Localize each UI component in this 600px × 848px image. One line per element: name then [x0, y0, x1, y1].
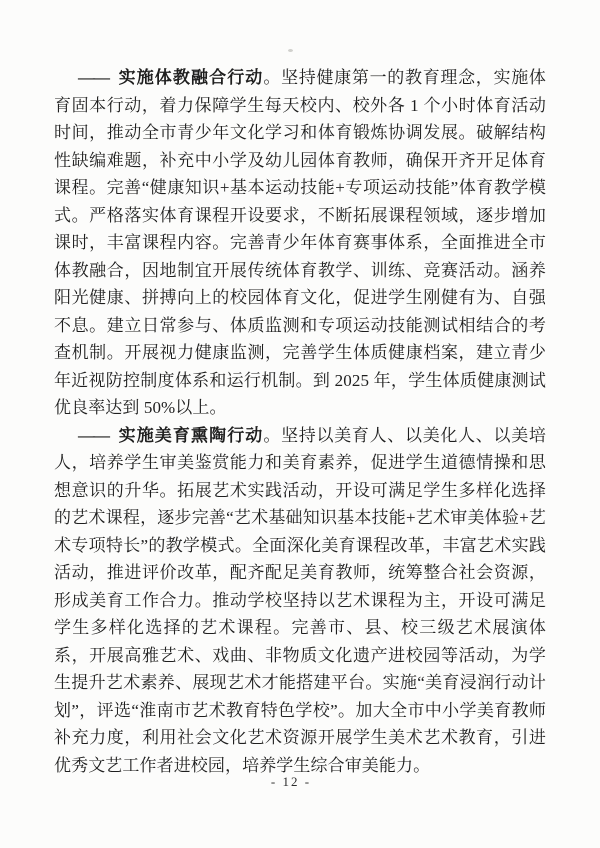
title-separator: 。 [263, 68, 282, 87]
page-number: - 12 - [270, 774, 312, 789]
document-body [54, 64, 546, 779]
paragraph-title-sports-integration: 实施体教融合行动 [118, 68, 264, 87]
paragraph-title-aesthetic-education: 实施美育熏陶行动 [118, 425, 264, 445]
paragraph-sports-integration [54, 64, 546, 422]
scan-speck [288, 49, 293, 52]
paragraph-dash: —— [78, 425, 108, 445]
paragraph-body-sports-integration: 坚持健康第一的教育理念，实施体育固本行动，着力保障学生每天校内、校外各 1 个小时体育活动时间，推动全市青少年文化学习和体育锻炼协调发展。破解结构性缺编难题，补充中小学及幼儿园体育教师，确保开齐开足体育课程。完善“健康知识+基本运动技能+专项运动技能”体育教学模式。严格落实体育课程开设要求，不断拓展课程领域，逐步增加课时，丰富课程内容。完善青少年体育赛事体系，全面推进全市体教融合，因地制宜开展传统体育教学、训练、竞赛活动。涵养阳光健康、拼搏向上的校园体育文化，促进学生刚健有为、自强不息。建立日常参与、体质监测和专项运动技能测试相结合的考查机制。开展视力健康监测，完善学生体质健康档案，建立青少年近视防控制度体系和运行机制。到 2025 年，学生体质健康测试优良率达到 50%以上。 [54, 68, 547, 417]
paragraph-aesthetic-education [54, 422, 546, 780]
paragraph-body-aesthetic-education: 坚持以美育人、以美化人、以美培人，培养学生审美鉴赏能力和美育素养，促进学生道德情操和思想意识的升华。拓展艺术实践活动，开设可满足学生多样化选择的艺术课程，逐步完善“艺术基础知识基本技能+艺术审美体验+艺术专项特长”的教学模式。全面深化美育课程改革，丰富艺术实践活动，推进评价改革，配齐配足美育教师，统筹整合社会资源，形成美育工作合力。推动学校坚持以艺术课程为主，开设可满足学生多样化选择的艺术课程。完善市、县、校三级艺术展演体系，开展高雅艺术、戏曲、非物质文化遗产进校园等活动，为学生提升艺术素养、展现艺术才能搭建平台。实施“美育浸润行动计划”，评选“淮南市艺术教育特色学校”。加大全市中小学美育教师补充力度，利用社会文化艺术资源开展学生美术艺术教育，引进优秀文艺工作者进校园，培养学生综合审美能力。 [54, 425, 547, 775]
paragraph-dash: —— [78, 68, 108, 87]
title-separator: 。 [263, 425, 282, 445]
